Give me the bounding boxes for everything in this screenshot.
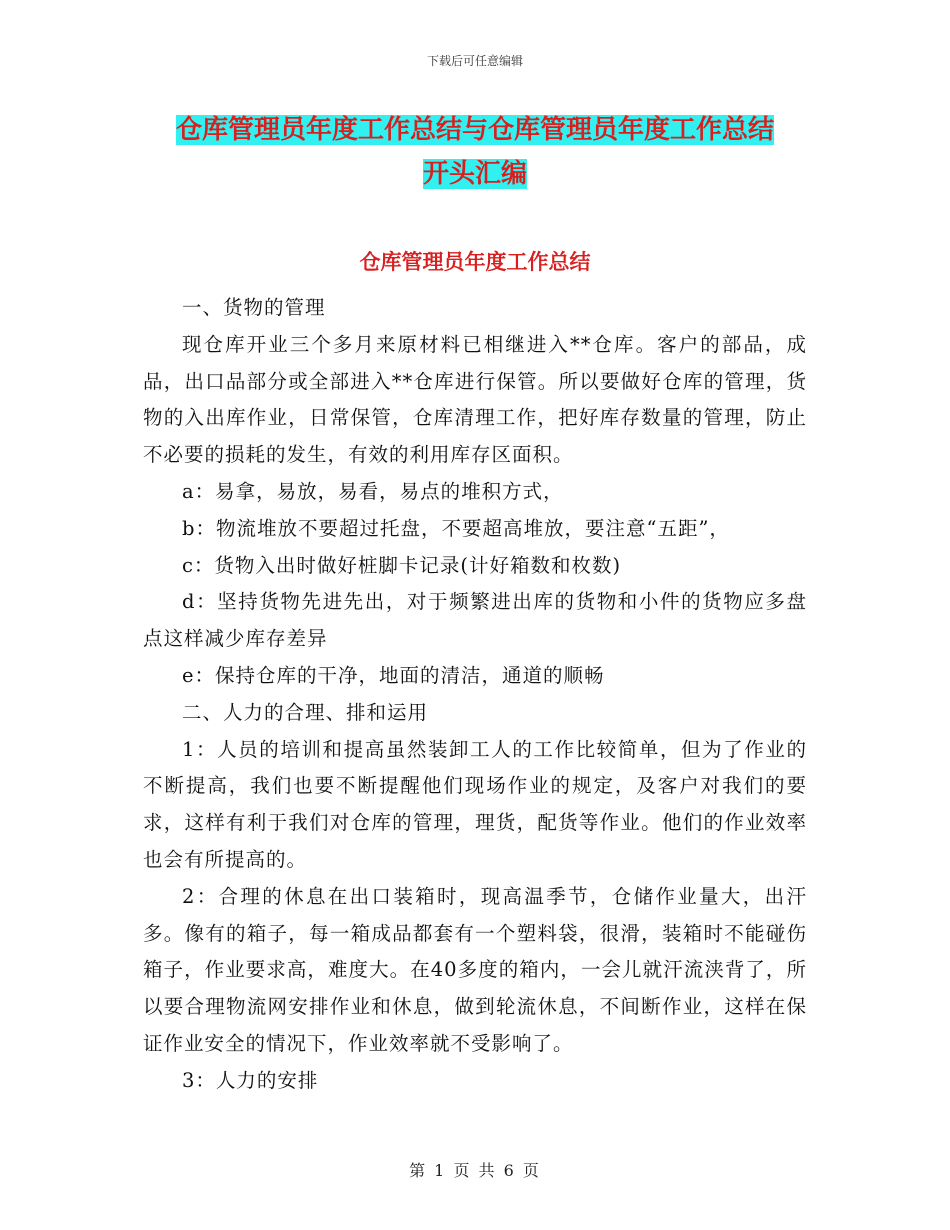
title-line-1: 仓库管理员年度工作总结与仓库管理员年度工作总结 — [175, 115, 774, 145]
header-note: 下载后可任意编辑 — [426, 54, 523, 68]
document-title — [100, 108, 850, 196]
section-heading: 仓库管理员年度工作总结 — [359, 250, 591, 274]
paragraph: c：货物入出时做好桩脚卡记录(计好箱数和枚数) — [182, 553, 622, 577]
paragraph: e：保持仓库的干净，地面的清洁，通道的顺畅 — [182, 663, 605, 687]
title-line-2: 开头汇编 — [422, 159, 527, 189]
paragraph: 现仓库开业三个多月来原材料已相继进入**仓库。客户的部品，成品，出口品部分或全部进入**仓库进行保管。所以要做好仓库的管理，货物的入出库作业，日常保管，仓库清理工作，把好库存数量的管理，防止不必要的损耗的发生，有效的利用库存区面积。 — [143, 332, 807, 467]
paragraph: 1：人员的培训和提高虽然装卸工人的工作比较简单，但为了作业的不断提高，我们也要不断提醒他们现场作业的规定，及客户对我们的要求，这样有利于我们对仓库的管理，理货，配货等作业。他们的作业效率也会有所提高的。 — [143, 737, 807, 871]
paragraph: a：易拿，易放，易看，易点的堆积方式， — [182, 479, 564, 503]
paragraph: 一、货物的管理 — [182, 296, 326, 319]
paragraph: 二、人力的合理、排和运用 — [182, 700, 429, 724]
paragraph: d：坚持货物先进先出，对于频繁进出库的货物和小件的货物应多盘点这样减少库存差异 — [143, 590, 807, 651]
paragraph: b：物流堆放不要超过托盘，不要超高堆放，要注意“五距”， — [182, 516, 730, 540]
page-number-footer: 第 1 页 共 6 页 — [409, 1161, 541, 1180]
body-text — [143, 290, 807, 1100]
paragraph: 3：人力的安排 — [182, 1068, 319, 1092]
paragraph: 2：合理的休息在出口装箱时，现高温季节，仓储作业量大，出汗多。像有的箱子，每一箱成品都套有一个塑料袋，很滑，装箱时不能碰伤箱子，作业要求高，难度大。在40多度的箱内，一会儿就汗流浃背了，所以要合理物流网安排作业和休息，做到轮流休息，不间断作业，这样在保证作业安全的情况下，作业效率就不受影响了。 — [143, 884, 807, 1055]
